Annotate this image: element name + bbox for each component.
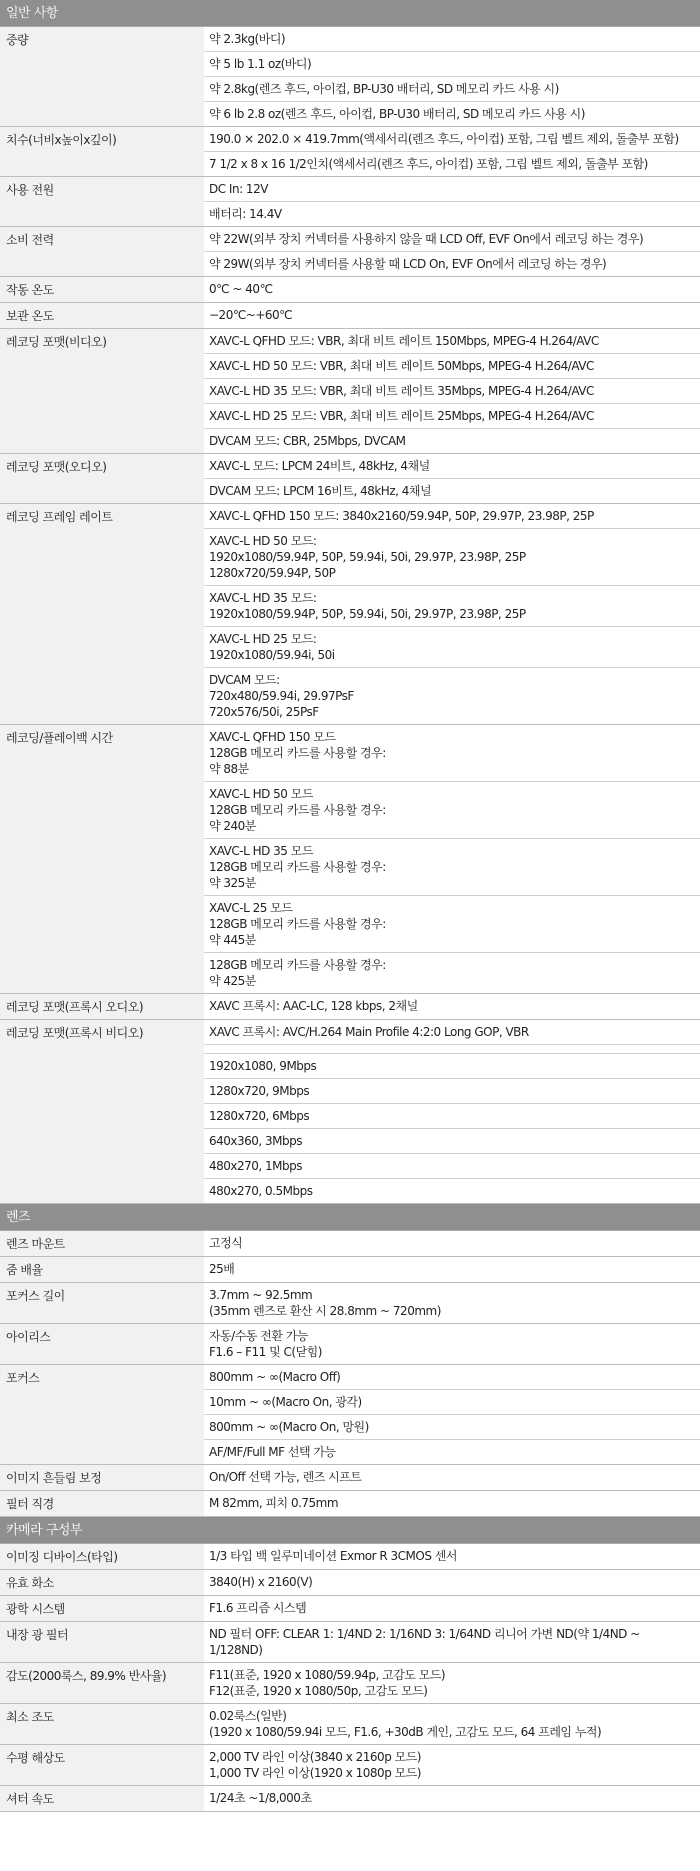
spec-row xyxy=(0,1257,700,1283)
spec-values xyxy=(204,1544,700,1569)
spec-value: 480x270, 0.5Mbps xyxy=(209,1184,313,1198)
spec-value: 480x270, 1Mbps xyxy=(204,1154,700,1179)
spec-label: 광학 시스템 xyxy=(0,1596,204,1621)
spec-values xyxy=(204,1704,700,1744)
spec-value: 3840(H) x 2160(V) xyxy=(209,1575,313,1589)
spec-row xyxy=(0,27,700,127)
spec-row xyxy=(0,1020,700,1204)
spec-values xyxy=(204,454,700,503)
spec-label: 아이리스 xyxy=(0,1324,204,1364)
spec-row xyxy=(0,994,700,1020)
spec-value: DVCAM 모드: 720x480/59.94i, 29.97PsF 720x576/50i, 25PsF xyxy=(209,673,354,719)
spec-values xyxy=(204,277,700,302)
spec-value: XAVC-L HD 35 모드: 1920x1080/59.94P, 50P, 59.94i, 50i, 29.97P, 23.98P, 25P xyxy=(204,586,700,627)
spec-value: AF/MF/Full MF 선택 가능 xyxy=(209,1445,336,1459)
spec-row xyxy=(0,1231,700,1257)
spec-label: 포커스 길이 xyxy=(0,1283,204,1323)
spec-value: 배터리: 14.4V xyxy=(209,207,282,221)
spec-value: XAVC-L HD 35 모드 128GB 메모리 카드를 사용할 경우: 약 325분 xyxy=(204,839,700,896)
section-header: 카메라 구성부 xyxy=(0,1517,700,1544)
spec-row xyxy=(0,1663,700,1704)
spec-values xyxy=(204,1745,700,1785)
spec-value: 1280x720, 9Mbps xyxy=(204,1079,700,1104)
spec-values xyxy=(204,1465,700,1490)
spec-value: XAVC 프록시: AAC-LC, 128 kbps, 2채널 xyxy=(209,999,418,1013)
spec-value: M 82mm, 피치 0.75mm xyxy=(209,1496,339,1510)
spec-label: 보관 온도 xyxy=(0,303,204,328)
spec-label: 감도(2000룩스, 89.9% 반사율) xyxy=(0,1663,204,1703)
spec-value: XAVC-L 25 모드 128GB 메모리 카드를 사용할 경우: 약 445분 xyxy=(204,896,700,953)
spec-value xyxy=(204,1045,700,1054)
spec-value: XAVC-L HD 25 모드: VBR, 최대 비트 레이트 25Mbps, MPEG-4 H.264/AVC xyxy=(204,404,700,429)
spec-value: 0.02룩스(일반) (1920 x 1080/59.94i 모드, F1.6, +30dB 게인, 고감도 모드, 64 프레임 누적) xyxy=(209,1709,602,1739)
section-header: 일반 사항 xyxy=(0,0,700,27)
spec-label: 레코딩/플레이백 시간 xyxy=(0,725,204,993)
spec-values xyxy=(204,329,700,453)
spec-value: XAVC-L HD 50 모드: VBR, 최대 비트 레이트 50Mbps, MPEG-4 H.264/AVC xyxy=(204,354,700,379)
spec-label: 사용 전원 xyxy=(0,177,204,226)
spec-values xyxy=(204,1570,700,1595)
spec-value: 1/3 타입 백 일루미네이션 Exmor R 3CMOS 센서 xyxy=(209,1549,457,1563)
spec-row xyxy=(0,1622,700,1663)
spec-row xyxy=(0,1704,700,1745)
spec-value: 2,000 TV 라인 이상(3840 x 2160p 모드) 1,000 TV 라인 이상(1920 x 1080p 모드) xyxy=(209,1750,421,1780)
spec-label: 중량 xyxy=(0,27,204,126)
spec-label: 이미지 흔들림 보정 xyxy=(0,1465,204,1490)
spec-value: XAVC 프록시: AVC/H.264 Main Profile 4:2:0 Long GOP, VBR xyxy=(204,1020,700,1045)
spec-value: DC In: 12V xyxy=(204,177,700,202)
spec-label: 레코딩 포맷(프록시 오디오) xyxy=(0,994,204,1019)
spec-row xyxy=(0,127,700,177)
spec-row xyxy=(0,1365,700,1465)
spec-value: 25배 xyxy=(209,1262,235,1276)
spec-value: 1/24초 ~1/8,000초 xyxy=(209,1791,312,1805)
spec-label: 렌즈 마운트 xyxy=(0,1231,204,1256)
spec-row xyxy=(0,1596,700,1622)
spec-value: DVCAM 모드: LPCM 16비트, 48kHz, 4채널 xyxy=(209,484,432,498)
spec-label: 이미징 디바이스(타입) xyxy=(0,1544,204,1569)
spec-label: 소비 전력 xyxy=(0,227,204,276)
spec-row xyxy=(0,1570,700,1596)
spec-value: XAVC-L HD 50 모드: 1920x1080/59.94P, 50P, 59.94i, 50i, 29.97P, 23.98P, 25P 1280x720/59.94P, 50P xyxy=(204,529,700,586)
spec-values xyxy=(204,1324,700,1364)
spec-value: 1280x720, 6Mbps xyxy=(204,1104,700,1129)
spec-row xyxy=(0,1283,700,1324)
spec-row xyxy=(0,1544,700,1570)
spec-label: 작동 온도 xyxy=(0,277,204,302)
spec-value: XAVC-L HD 50 모드 128GB 메모리 카드를 사용할 경우: 약 240분 xyxy=(204,782,700,839)
spec-value: 800mm ~ ∞(Macro Off) xyxy=(204,1365,700,1390)
spec-value: 약 2.3kg(바디) xyxy=(204,27,700,52)
spec-label: 수평 해상도 xyxy=(0,1745,204,1785)
spec-value: On/Off 선택 가능, 렌즈 시프트 xyxy=(209,1470,362,1484)
spec-value: 128GB 메모리 카드를 사용할 경우: 약 425분 xyxy=(209,958,386,988)
spec-row xyxy=(0,1324,700,1365)
spec-label: 레코딩 프레임 레이트 xyxy=(0,504,204,724)
spec-value: XAVC-L QFHD 150 모드: 3840x2160/59.94P, 50P, 29.97P, 23.98P, 25P xyxy=(204,504,700,529)
spec-values xyxy=(204,1257,700,1282)
spec-row xyxy=(0,504,700,725)
spec-row xyxy=(0,277,700,303)
spec-value: XAVC-L QFHD 모드: VBR, 최대 비트 레이트 150Mbps, MPEG-4 H.264/AVC xyxy=(204,329,700,354)
spec-row xyxy=(0,725,700,994)
spec-value: 약 22W(외부 장치 커넥터를 사용하지 않을 때 LCD Off, EVF On에서 레코딩 하는 경우) xyxy=(204,227,700,252)
spec-value: XAVC-L HD 35 모드: VBR, 최대 비트 레이트 35Mbps, MPEG-4 H.264/AVC xyxy=(204,379,700,404)
spec-value: 약 29W(외부 장치 커넥터를 사용할 때 LCD On, EVF On에서 레코딩 하는 경우) xyxy=(209,257,607,271)
spec-values xyxy=(204,504,700,724)
spec-values xyxy=(204,1365,700,1464)
spec-value: 7 1/2 x 8 x 16 1/2인치(액세서리(렌즈 후드, 아이컵) 포함, 그립 벨트 제외, 돌출부 포함) xyxy=(209,157,648,171)
spec-value: 10mm ~ ∞(Macro On, 광각) xyxy=(204,1390,700,1415)
spec-row xyxy=(0,1465,700,1491)
spec-row xyxy=(0,1745,700,1786)
spec-values xyxy=(204,303,700,328)
spec-row xyxy=(0,227,700,277)
spec-value: ND 필터 OFF: CLEAR 1: 1/4ND 2: 1/16ND 3: 1/64ND 리니어 가변 ND(약 1/4ND ~ 1/128ND) xyxy=(209,1627,640,1657)
spec-values xyxy=(204,177,700,226)
spec-value: 0℃ ~ 40℃ xyxy=(209,282,273,296)
spec-values xyxy=(204,1663,700,1703)
spec-row xyxy=(0,177,700,227)
spec-row xyxy=(0,1491,700,1517)
spec-row xyxy=(0,303,700,329)
spec-label: 레코딩 포맷(오디오) xyxy=(0,454,204,503)
spec-value: XAVC-L QFHD 150 모드 128GB 메모리 카드를 사용할 경우: 약 88분 xyxy=(204,725,700,782)
spec-value: 640x360, 3Mbps xyxy=(204,1129,700,1154)
spec-row xyxy=(0,329,700,454)
spec-value: 약 5 lb 1.1 oz(바디) xyxy=(204,52,700,77)
spec-values xyxy=(204,1020,700,1203)
spec-row xyxy=(0,454,700,504)
spec-value: XAVC-L 모드: LPCM 24비트, 48kHz, 4채널 xyxy=(204,454,700,479)
spec-values xyxy=(204,1491,700,1516)
spec-label: 유효 화소 xyxy=(0,1570,204,1595)
spec-value: −20℃~+60℃ xyxy=(209,308,293,322)
spec-label: 포커스 xyxy=(0,1365,204,1464)
spec-values xyxy=(204,227,700,276)
spec-label: 내장 광 필터 xyxy=(0,1622,204,1662)
spec-label: 필터 직경 xyxy=(0,1491,204,1516)
spec-values xyxy=(204,725,700,993)
spec-value: XAVC-L HD 25 모드: 1920x1080/59.94i, 50i xyxy=(204,627,700,668)
spec-value: DVCAM 모드: CBR, 25Mbps, DVCAM xyxy=(209,434,406,448)
spec-value: F1.6 프리즘 시스템 xyxy=(209,1601,307,1615)
spec-values xyxy=(204,1622,700,1662)
spec-value: 3.7mm ~ 92.5mm (35mm 렌즈로 환산 시 28.8mm ~ 720mm) xyxy=(209,1288,441,1318)
spec-label: 최소 조도 xyxy=(0,1704,204,1744)
spec-value: 고정식 xyxy=(209,1236,243,1250)
section-header: 렌즈 xyxy=(0,1204,700,1231)
spec-row xyxy=(0,1786,700,1812)
spec-value: 약 6 lb 2.8 oz(렌즈 후드, 아이컵, BP-U30 배터리, SD 메모리 카드 사용 시) xyxy=(209,107,585,121)
spec-values xyxy=(204,27,700,126)
spec-values xyxy=(204,994,700,1019)
spec-value: F11(표준, 1920 x 1080/59.94p, 고감도 모드) F12(표준, 1920 x 1080/50p, 고감도 모드) xyxy=(209,1668,446,1698)
spec-values xyxy=(204,1786,700,1811)
spec-values xyxy=(204,1231,700,1256)
spec-values xyxy=(204,1596,700,1621)
spec-values xyxy=(204,127,700,176)
spec-value: 약 2.8kg(렌즈 후드, 아이컵, BP-U30 배터리, SD 메모리 카드 사용 시) xyxy=(204,77,700,102)
spec-label: 레코딩 포맷(프록시 비디오) xyxy=(0,1020,204,1203)
spec-value: 800mm ~ ∞(Macro On, 망원) xyxy=(204,1415,700,1440)
spec-label: 레코딩 포맷(비디오) xyxy=(0,329,204,453)
spec-label: 줌 배율 xyxy=(0,1257,204,1282)
spec-values xyxy=(204,1283,700,1323)
spec-value: 자동/수동 전환 가능 F1.6 – F11 및 C(닫힘) xyxy=(209,1329,322,1359)
spec-label: 치수(너비x높이x깊이) xyxy=(0,127,204,176)
spec-value: 190.0 × 202.0 × 419.7mm(액세서리(렌즈 후드, 아이컵) 포함, 그립 벨트 제외, 돌출부 포함) xyxy=(204,127,700,152)
spec-value: 1920x1080, 9Mbps xyxy=(204,1054,700,1079)
spec-label: 셔터 속도 xyxy=(0,1786,204,1811)
